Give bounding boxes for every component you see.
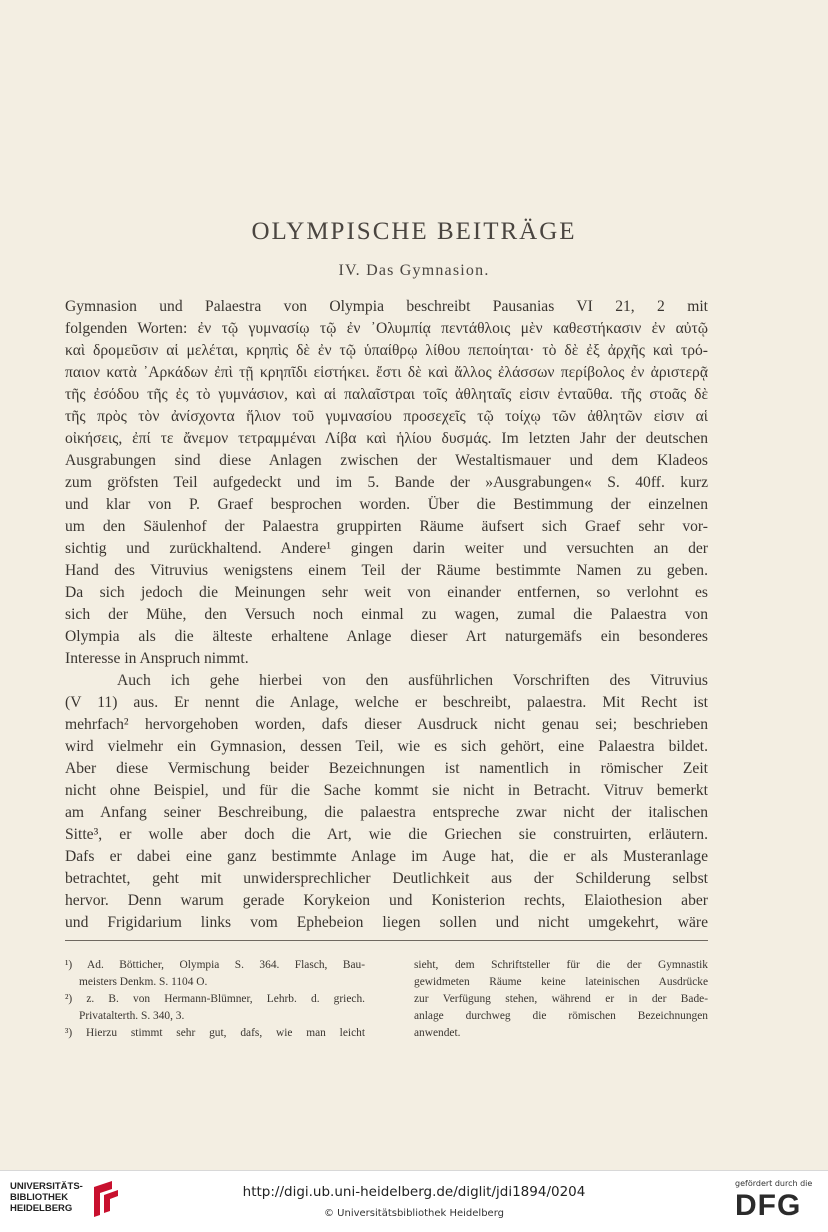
permalink-url[interactable]: http://digi.ub.uni-heidelberg.de/diglit/jdi1894/0204	[242, 1184, 586, 1200]
footnote-line: Privatalterth. S. 340, 3.	[79, 1010, 185, 1022]
text-line: τῆς πρὸς τὸν ἀνίσχοντα ἥλιον τοῦ γυμνασίου προσεχεῖς τῷ τοίχῳ τῶν ἀθλητῶν εἰσιν αἱ	[65, 408, 708, 425]
text-line: οἰκήσεις, ἐπί τε ἄνεμον τετραμμέναι Λίβα καὶ ἡλίου δυσμάς. Im letzten Jahr der deutschen	[65, 430, 708, 447]
copyright-notice: © Universitätsbibliothek Heidelberg	[323, 1208, 504, 1219]
text-line: mehrfach² hervorgehoben worden, dafs dieser Ausdruck nicht genau sei; beschrieben	[65, 716, 708, 733]
text-line: wird vielmehr ein Gymnasion, dessen Teil, wie es sich gehört, eine Palaestra bildet.	[65, 738, 708, 755]
text-line: Interesse in Anspruch nimmt.	[65, 650, 249, 667]
text-line: τῆς ἐσόδου τῆς ἐς τὸ γυμνάσιον, καὶ αἱ παλαῖστραι τοῖς ἀθληταῖς εἰσιν ἐνταῦθα. τῆς στοᾶς δὲ	[65, 386, 708, 403]
digitization-footer	[0, 1170, 828, 1232]
footnote-line: ¹) Ad. Bötticher, Olympia S. 364. Flasch, Bau-	[65, 959, 365, 971]
footnote-line: ²) z. B. von Hermann-Blümner, Lehrb. d. griech.	[65, 993, 365, 1005]
text-line: und klar von P. Graef besprochen worden. Über die Bestimmung der einzelnen	[65, 496, 708, 513]
text-line: sichtig und zurückhaltend. Andere¹ gingen darin weiter und versuchten an der	[65, 540, 708, 557]
footnote-divider	[65, 940, 708, 941]
text-line: sich der Mühe, den Versuch noch einmal zu wagen, zumal die Palaestra von	[65, 606, 708, 623]
footnotes-right-column	[414, 957, 708, 1042]
text-line: (V 11) aus. Er nennt die Anlage, welche er beschreibt, palaestra. Mit Recht ist	[65, 694, 708, 711]
footnote-line: meisters Denkm. S. 1104 O.	[79, 976, 208, 988]
text-line: Sitte³, er wolle aber doch die Art, wie die Griechen sie construirten, erläutern.	[65, 826, 708, 843]
text-line: Olympia als die älteste erhaltene Anlage dieser Art naturgemäfs ein besonderes	[65, 628, 708, 645]
text-line: παιον κατὰ ᾿Αρκάδων ἐπὶ τῇ κρηπῖδι εἱστήκει. ἔστι δὲ καὶ ἄλλος ἐλάσσων περίβολος ἐν ἀριστερᾷ	[65, 364, 708, 381]
dfg-logo[interactable]: DFG	[735, 1189, 802, 1222]
text-line: Dafs er dabei eine ganz bestimmte Anlage im Auge hat, die er als Musteranlage	[65, 848, 708, 865]
footnote-line: zur Verfügung stehen, während er in der Bade-	[414, 993, 708, 1005]
text-line: καὶ δρομεῦσιν αἱ μελέται, κρηπὶς δὲ ἐν τῷ ὑπαίθρῳ λίθου πεποίηται· τὸ δὲ ἐξ ἀρχῆς καὶ τρό-	[65, 342, 708, 359]
logo-line: HEIDELBERG	[10, 1203, 73, 1214]
text-line: folgenden Worten: ἐν τῷ γυμνασίῳ τῷ ἐν ᾿Ολυμπίᾳ πεντάθλοις μὲν καθεστήκασιν ἐν αὐτῷ	[65, 320, 708, 337]
footnote-line: gewidmeten Räume keine lateinischen Ausdrücke	[414, 976, 708, 988]
text-line: am Anfang seiner Beschreibung, die palaestra entspreche zwar nicht der italischen	[65, 804, 708, 821]
text-line: zum gröfsten Teil aufgedeckt und im 5. Bande der »Ausgrabungen« S. 40ff. kurz	[65, 474, 708, 491]
page-title: OLYMPISCHE BEITRÄGE	[251, 218, 577, 245]
text-line: Hand des Vitruvius wenigstens einem Teil der Räume bestimmte Namen zu geben.	[65, 562, 708, 579]
text-line: Auch ich gehe hierbei von den ausführlichen Vorschriften des Vitruvius	[117, 672, 708, 689]
text-line: um den Säulenhof der Palaestra gruppirten Räume äufsert sich Graef sehr vor-	[65, 518, 708, 535]
section-heading: IV. Das Gymnasion.	[338, 262, 490, 279]
logo-line: BIBLIOTHEK	[10, 1192, 69, 1203]
text-line: nicht ohne Beispiel, und für die Sache kommt sie nicht in Betracht. Vitruv bemerkt	[65, 782, 708, 799]
logo-line: UNIVERSITÄTS-	[10, 1181, 83, 1192]
footnote-line: anwendet.	[414, 1027, 461, 1039]
body-text	[65, 296, 708, 934]
funding-caption: gefördert durch die	[735, 1179, 813, 1188]
text-line: hervor. Denn warum gerade Korykeion und Konisterion rechts, Elaiothesion aber	[65, 892, 708, 909]
footnote-line: sieht, dem Schriftsteller für die der Gymnastik	[414, 959, 708, 971]
footnote-line: ³) Hierzu stimmt sehr gut, dafs, wie man leicht	[65, 1027, 365, 1039]
footnotes-left-column	[65, 957, 365, 1042]
text-line: Ausgrabungen sind diese Anlagen zwischen der Westaltismauer und dem Kladeos	[65, 452, 708, 469]
text-line: betrachtet, geht mit unwidersprechlicher Deutlichkeit aus der Schilderung selbst	[65, 870, 708, 887]
text-line: Aber diese Vermischung beider Bezeichnungen ist namentlich in römischer Zeit	[65, 760, 708, 777]
text-line: Da sich jedoch die Meinungen sehr weit von einander entfernen, so verlohnt es	[65, 584, 708, 601]
text-line: Gymnasion und Palaestra von Olympia beschreibt Pausanias VI 21, 2 mit	[65, 298, 708, 315]
footnote-line: anlage durchweg die römischen Bezeichnungen	[414, 1010, 708, 1022]
text-line: und Frigidarium links vom Ephebeion liegen sollen und nicht umgekehrt, wäre	[65, 914, 708, 931]
